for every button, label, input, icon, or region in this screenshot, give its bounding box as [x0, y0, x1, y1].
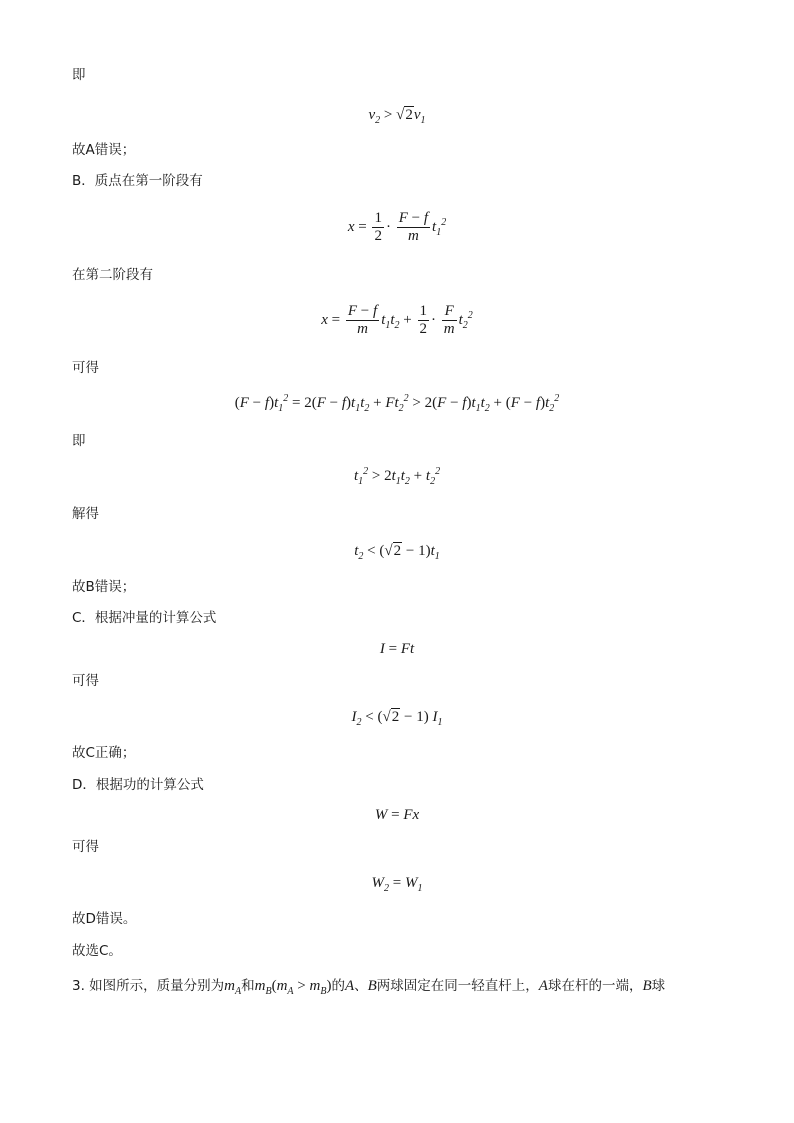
text-line: 故A错误； — [72, 142, 136, 158]
question-mid: 的 — [331, 978, 345, 994]
equation-work: W = Fx — [374, 807, 420, 823]
question-rest2: 球在杆的一端， — [547, 978, 643, 994]
text-line: 即 — [72, 67, 86, 83]
text-line: 在第二阶段有 — [72, 267, 153, 283]
question-rest: 两球固定在同一轻直杆上， — [376, 978, 539, 994]
equation-impulse-result: $I_2 < (√2 - 1)$ $I_1$ — [351, 709, 443, 728]
equation-stage2-displacement: x = $\frac{F - f}{m}$ $t_1t_2$ + $\frac{1}{2}$ · $\frac{F}{m}$ $t_2^2$ — [321, 303, 473, 337]
equation-t2-result: $t_2 < (√2 - 1)t_1$ — [354, 543, 440, 562]
equation-impulse: I = Ft — [379, 641, 415, 657]
equation-work-result: $W_2 = W_1$ — [371, 875, 423, 894]
equation-time-inequality: $t_1^2 > 2t_1t_2 + t_2^2$ — [353, 466, 441, 487]
equation-v2-gt-sqrt2-v1: $v_2 > √2v_1$ — [368, 107, 426, 126]
text-line: 故选C。 — [72, 943, 122, 959]
equation-combined-inequality: $(F - f)t_1^2 = 2(F - f)t_1t_2 + Ft_2^2 > 2(F - f)t_1t_2 + (F - f)t_2^2$ — [234, 393, 560, 414]
text-line: 解得 — [72, 506, 99, 522]
text-line: B．质点在第一阶段有 — [72, 173, 203, 189]
text-line: D．根据功的计算公式 — [72, 777, 204, 793]
text-line: C．根据冲量的计算公式 — [72, 610, 217, 626]
text-line: 可得 — [72, 839, 99, 855]
equation-stage1-displacement: x = $\frac{1}{2}$ · $\frac{F - f}{m}$ $t_1^2$ — [347, 210, 447, 244]
text-line: 可得 — [72, 360, 99, 376]
text-line: 故B错误； — [72, 579, 136, 595]
text-line: 即 — [72, 433, 86, 449]
text-line: 故D错误。 — [72, 911, 137, 927]
question-and: 和 — [241, 978, 255, 994]
text-line: 故C正确； — [72, 745, 136, 761]
question-number: 3. 如图所示，质量分别为 — [72, 978, 225, 994]
question-rest3: 球 — [651, 978, 666, 994]
question-3-text: 3. 如图所示，质量分别为$m_A$和$m_B(m_A > m_B)$的A、B两球固定在同一轻直杆上，A球在杆的一端，B球 — [72, 978, 666, 997]
text-line: 可得 — [72, 673, 99, 689]
